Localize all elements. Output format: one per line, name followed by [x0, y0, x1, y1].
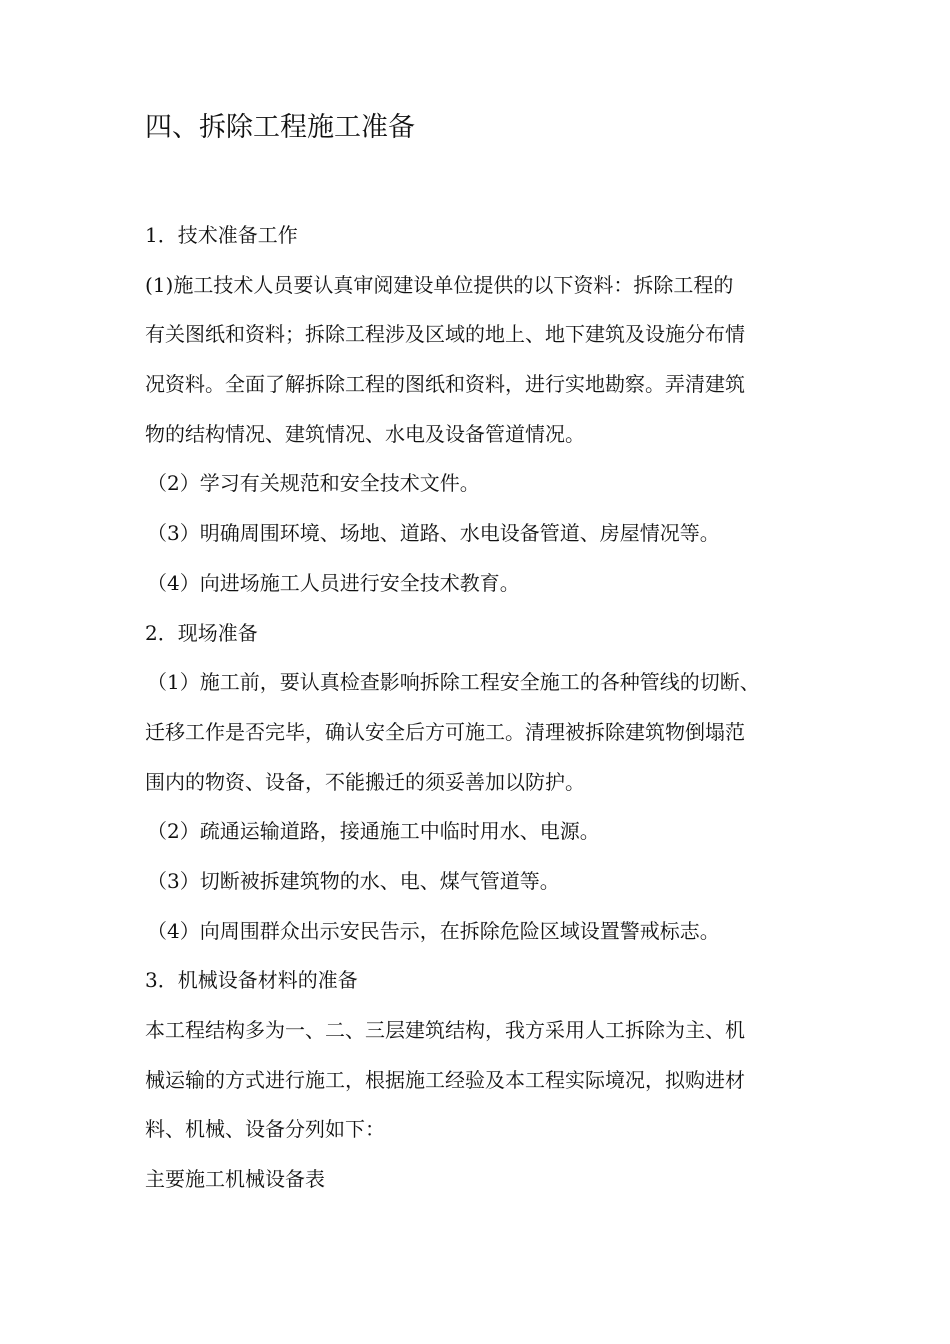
paragraph-line: (1)施工技术人员要认真审阅建设单位提供的以下资料：拆除工程的: [145, 272, 734, 297]
subheading-equipment-prep: 3．机械设备材料的准备: [145, 968, 358, 993]
paragraph-line: 物的结构情况、建筑情况、水电及设备管道情况。: [145, 421, 585, 446]
list-item: （3）切断被拆建筑物的水、电、煤气管道等。: [147, 868, 560, 893]
paragraph-line: 本工程结构多为一、二、三层建筑结构，我方采用人工拆除为主、机: [145, 1018, 745, 1042]
paragraph-line: 迁移工作是否完毕，确认安全后方可施工。清理被拆除建筑物倒塌范: [145, 719, 745, 744]
list-item: （3）明确周围环境、场地、道路、水电设备管道、房屋情况等。: [147, 521, 720, 546]
list-item: （1）施工前，要认真检查影响拆除工程安全施工的各种管线的切断、: [147, 670, 760, 695]
section-title: 四、拆除工程施工准备: [145, 112, 415, 143]
paragraph-line: 围内的物资、设备，不能搬迁的须妥善加以防护。: [145, 769, 585, 794]
list-item: （4）向进场施工人员进行安全技术教育。: [147, 570, 520, 595]
list-item: （2）学习有关规范和安全技术文件。: [147, 471, 480, 496]
subheading-technical-prep: 1．技术准备工作: [145, 223, 298, 247]
list-item: （4）向周围群众出示安民告示，在拆除危险区域设置警戒标志。: [147, 918, 720, 943]
document-body: [145, 211, 810, 1205]
paragraph-line: 况资料。全面了解拆除工程的图纸和资料，进行实地勘察。弄清建筑: [145, 372, 745, 397]
paragraph-line: 有关图纸和资料；拆除工程涉及区域的地上、地下建筑及设施分布情: [145, 322, 745, 347]
list-item: （2）疏通运输道路，接通施工中临时用水、电源。: [147, 819, 600, 844]
table-caption: 主要施工机械设备表: [145, 1167, 325, 1192]
paragraph-line: 料、机械、设备分列如下：: [145, 1117, 385, 1142]
paragraph-line: 械运输的方式进行施工，根据施工经验及本工程实际境况，拟购进材: [145, 1067, 745, 1092]
subheading-site-prep: 2．现场准备: [145, 620, 258, 645]
